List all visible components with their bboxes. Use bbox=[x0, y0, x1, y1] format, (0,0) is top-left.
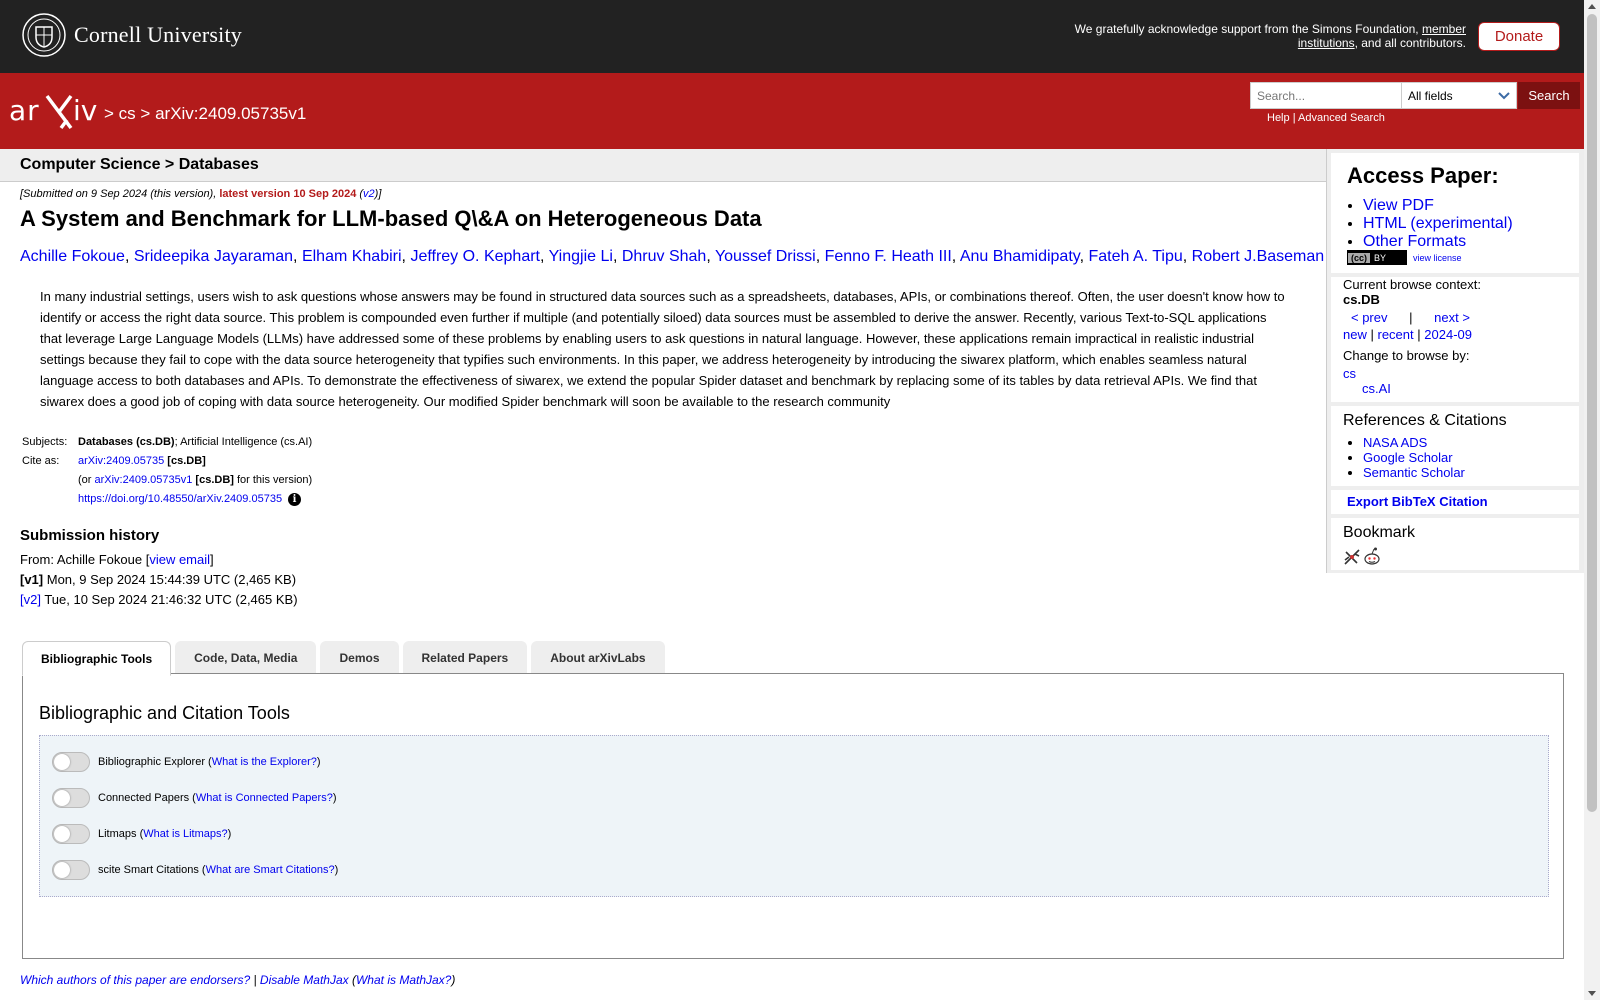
connected-papers-help-link[interactable]: What is Connected Papers? bbox=[195, 792, 333, 804]
endorsers-link[interactable]: Which authors of this paper are endorsers? bbox=[20, 973, 251, 987]
other-formats-link[interactable]: Other Formats bbox=[1363, 233, 1467, 250]
tool-litmaps: Litmaps ( What is Litmaps? ) bbox=[52, 824, 231, 844]
new-link[interactable]: new bbox=[1343, 327, 1367, 342]
submission-history: From: Achille Fokoue [view email] [v1] Mon, 9 Sep 2024 15:44:39 UTC (2,465 KB) [v2] Tue, 10 Sep 2024 21:46:32 UTC (2,465 KB) bbox=[20, 552, 298, 607]
paper-title: A System and Benchmark for LLM-based Q\&A on Heterogeneous Data bbox=[20, 206, 762, 231]
access-links bbox=[1343, 197, 1513, 251]
cornell-logo[interactable] bbox=[22, 13, 242, 57]
tab-related-papers[interactable]: Related Papers bbox=[403, 641, 528, 674]
author-link[interactable]: Robert J.Baseman bbox=[1191, 248, 1325, 265]
bookmark-heading: Bookmark bbox=[1343, 524, 1416, 541]
search-input[interactable]: Search... bbox=[1250, 82, 1402, 109]
recent-link[interactable]: recent bbox=[1377, 327, 1414, 342]
next-link[interactable]: next > bbox=[1434, 310, 1470, 325]
semantic-scholar-link[interactable]: Semantic Scholar bbox=[1363, 465, 1465, 480]
export-bibtex-link[interactable]: Export BibTeX Citation bbox=[1347, 494, 1488, 509]
nasa-ads-link[interactable]: NASA ADS bbox=[1363, 435, 1428, 450]
cornell-name: Cornell University bbox=[74, 22, 242, 47]
access-paper-heading: Access Paper: bbox=[1347, 163, 1499, 188]
help-link[interactable]: Help bbox=[1267, 112, 1290, 124]
tools-list bbox=[39, 735, 1549, 897]
explorer-toggle[interactable] bbox=[52, 752, 90, 772]
explorer-help-link[interactable]: What is the Explorer? bbox=[211, 756, 317, 768]
scite-toggle[interactable] bbox=[52, 860, 90, 880]
submission-dateline: [Submitted on 9 Sep 2024 (this version), latest version 10 Sep 2024 (v2)] bbox=[20, 188, 382, 200]
sidebar bbox=[1326, 149, 1585, 573]
view-license-link[interactable]: view license bbox=[1413, 252, 1462, 263]
author-link[interactable]: Fenno F. Heath III bbox=[824, 248, 952, 265]
author-link[interactable]: Youssef Drissi bbox=[714, 248, 816, 265]
prev-link[interactable]: < prev bbox=[1351, 310, 1388, 325]
v2-history-link[interactable]: [v2] bbox=[20, 592, 41, 607]
arxiv-header bbox=[0, 73, 1584, 149]
footer-links: Which authors of this paper are endorsers? | Disable MathJax (What is MathJax?) bbox=[20, 973, 456, 987]
author-link[interactable]: Dhruv Shah bbox=[621, 248, 707, 265]
browse-csai-link[interactable]: cs.AI bbox=[1362, 381, 1391, 396]
labs-tabs bbox=[22, 641, 669, 676]
search-field-select[interactable]: All fields bbox=[1402, 82, 1517, 109]
disable-mathjax-link[interactable]: Disable MathJax bbox=[259, 973, 349, 987]
scite-help-link[interactable]: What are Smart Citations? bbox=[205, 864, 335, 876]
cc-license-badge[interactable]: (cc) BY bbox=[1347, 250, 1407, 265]
cite-link[interactable]: arXiv:2409.05735 bbox=[78, 455, 165, 467]
breadcrumb-paper-id: arXiv:2409.05735v1 bbox=[155, 104, 307, 123]
tab-about-arxivlabs[interactable]: About arXivLabs bbox=[531, 641, 664, 674]
browse-context: cs.DB bbox=[1343, 292, 1380, 307]
tool-bibliographic-explorer: Bibliographic Explorer ( What is the Explorer? ) bbox=[52, 752, 321, 772]
view-pdf-link[interactable]: View PDF bbox=[1363, 197, 1434, 214]
export-box bbox=[1331, 490, 1579, 514]
view-email-link[interactable]: view email bbox=[149, 552, 211, 567]
author-link[interactable]: Anu Bhamidipaty bbox=[959, 248, 1080, 265]
subject-heading: Computer Science > Databases bbox=[20, 156, 259, 173]
tab-demos[interactable]: Demos bbox=[320, 641, 398, 674]
submission-history-heading: Submission history bbox=[20, 527, 160, 544]
search-button[interactable]: Search bbox=[1518, 82, 1580, 109]
reddit-icon[interactable] bbox=[1363, 546, 1381, 566]
references-box bbox=[1331, 406, 1579, 486]
tool-connected-papers: Connected Papers ( What is Connected Papers? ) bbox=[52, 788, 337, 808]
doi-link[interactable]: https://doi.org/10.48550/arXiv.2409.05735 bbox=[78, 493, 283, 505]
html-link[interactable]: HTML (experimental) bbox=[1363, 215, 1513, 232]
arxiv-logo-icon bbox=[9, 92, 101, 132]
info-icon[interactable]: i bbox=[288, 493, 301, 506]
author-link[interactable]: Achille Fokoue bbox=[20, 248, 125, 265]
bibsonomy-icon[interactable] bbox=[1343, 548, 1361, 566]
svg-text:iv: iv bbox=[73, 94, 98, 127]
litmaps-toggle[interactable] bbox=[52, 824, 90, 844]
acknowledgement: We gratefully acknowledge support from the Simons Foundation, member institutions, and all contributors. bbox=[1074, 22, 1466, 50]
author-link[interactable]: Jeffrey O. Kephart bbox=[410, 248, 540, 265]
browse-cs-link[interactable]: cs bbox=[1343, 366, 1356, 381]
abstract: In many industrial settings, users wish to ask questions whose answers may be found in structured data sources such as a spreadsheets, databases, APIs, or combinations thereof. Often, the user doesn't know how to identify or access the right data source. This problem is compounded even further if multiple (and potentially siloed) data sources must be assembled to derive the answer. Recently, various Text-to-SQL applications that leverage Large Language Models (LLMs) have addressed some of these problems by enabling users to ask questions in natural language. However, these applications remain impractical in realistic industrial settings because they fail to cope with the data source heterogeneity that typifies such environments. In this paper, we address heterogeneity by introducing the siwarex platform, which enables seamless natural language access to both databases and APIs. To demonstrate the effectiveness of siwarex, we extend the popular Spider dataset and benchmark by replacing some of its tables by data retrieval APIs. We find that siwarex does a good job of coping with data source heterogeneity. Our modified Spider benchmark will soon be available to the research community bbox=[40, 289, 1285, 409]
subjects-label: Subjects: bbox=[22, 436, 68, 448]
subjects-value: Databases (cs.DB); Artificial Intelligence (cs.AI) bbox=[78, 436, 313, 448]
v2-link[interactable]: v2 bbox=[363, 188, 375, 200]
tool-scite: scite Smart Citations ( What are Smart Citations? ) bbox=[52, 860, 338, 880]
connected-papers-toggle[interactable] bbox=[52, 788, 90, 808]
author-link[interactable]: Yingjie Li bbox=[548, 248, 613, 265]
cite-label: Cite as: bbox=[22, 455, 60, 467]
arxiv-logo[interactable] bbox=[9, 92, 101, 137]
scroll-up-icon[interactable] bbox=[1588, 4, 1596, 9]
cornell-seal-icon bbox=[22, 13, 66, 57]
tab-code-data-media[interactable]: Code, Data, Media bbox=[175, 641, 316, 674]
scrollbar-thumb[interactable] bbox=[1587, 14, 1597, 812]
latest-version: latest version 10 Sep 2024 bbox=[219, 188, 357, 200]
browse-context-box: Current browse context: cs.DB < prev | next > new | recent | 2024-09 Change to browse by: cs cs.AI bbox=[1331, 277, 1579, 402]
google-scholar-link[interactable]: Google Scholar bbox=[1363, 450, 1453, 465]
top-banner bbox=[0, 0, 1584, 73]
what-is-mathjax-link[interactable]: What is MathJax? bbox=[355, 973, 452, 987]
access-paper-box bbox=[1331, 153, 1579, 273]
breadcrumb-cs[interactable]: cs bbox=[118, 104, 136, 123]
cite-version-link[interactable]: arXiv:2409.05735v1 bbox=[94, 474, 193, 486]
help-links: Help | Advanced Search bbox=[1267, 112, 1385, 124]
references-heading: References & Citations bbox=[1343, 412, 1507, 429]
svg-text:ar: ar bbox=[9, 94, 40, 127]
metadata-table: Subjects: Databases (cs.DB); Artificial Intelligence (cs.AI) Cite as: arXiv:2409.05735 [cs.DB] (or arXiv:2409.05735v1 [cs.DB] for this version) https://doi.org/10.48550/arXiv.2409.05735 i bbox=[22, 436, 313, 505]
tab-panel bbox=[22, 673, 1564, 959]
chevron-down-icon bbox=[1498, 92, 1510, 100]
author-link[interactable]: Fateh A. Tipu bbox=[1088, 248, 1183, 265]
author-list: Achille Fokoue, Srideepika Jayaraman, Elham Khabiri, Jeffrey O. Kephart, Yingjie Li, Dhruv Shah, Youssef Drissi, Fenno F. Heath III, Anu Bhamidipaty, Fateh A. Tipu, Robert J.Baseman bbox=[20, 248, 1325, 265]
subject-bar bbox=[0, 149, 1326, 182]
author-link[interactable]: Elham Khabiri bbox=[301, 248, 402, 265]
tools-heading: Bibliographic and Citation Tools bbox=[39, 703, 290, 723]
page-scrollbar[interactable] bbox=[1584, 0, 1600, 1000]
bookmark-box bbox=[1331, 518, 1579, 570]
advanced-search-link[interactable]: Advanced Search bbox=[1298, 112, 1385, 124]
month-link[interactable]: 2024-09 bbox=[1424, 327, 1472, 342]
search-form bbox=[1250, 82, 1580, 109]
donate-button[interactable]: Donate bbox=[1478, 22, 1560, 51]
litmaps-help-link[interactable]: What is Litmaps? bbox=[143, 828, 228, 840]
author-link[interactable]: Srideepika Jayaraman bbox=[133, 248, 294, 265]
scroll-down-icon[interactable] bbox=[1588, 991, 1596, 996]
member-institutions-link[interactable]: member institutions bbox=[1297, 22, 1466, 50]
breadcrumb: > cs > arXiv:2409.05735v1 bbox=[104, 104, 307, 123]
tab-bibliographic-tools[interactable]: Bibliographic Tools bbox=[22, 641, 171, 676]
